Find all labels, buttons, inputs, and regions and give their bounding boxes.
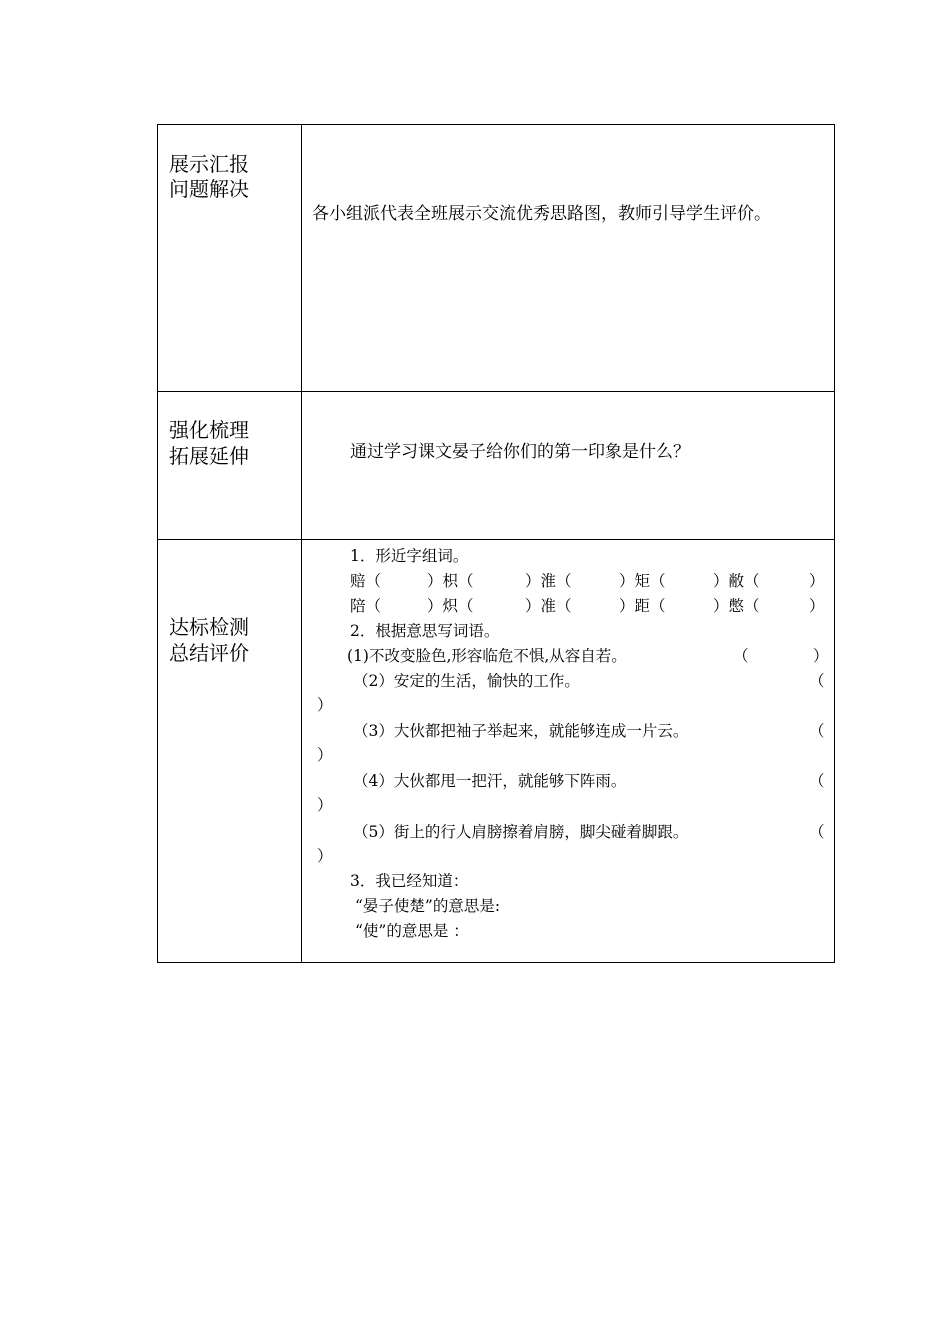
q2-paren-close: ） (317, 746, 333, 764)
q3-title: 3．我已经知道： (350, 872, 469, 890)
q2-paren-close: ） (317, 847, 333, 865)
row-label-line: 问题解决 (169, 177, 249, 201)
q2-paren-open: （ (809, 672, 825, 690)
q1-char: ）枳（ (427, 572, 474, 590)
q1-char: ）矩（ (619, 572, 666, 590)
q1-char: ）准（ (525, 597, 572, 615)
table-row (158, 125, 834, 391)
q1-char: ）淮（ (525, 572, 572, 590)
q1-char: ）炽（ (427, 597, 474, 615)
q3-line: “晏子使楚”的意思是: (355, 897, 501, 915)
q1-char: ）距（ (619, 597, 666, 615)
row-content (303, 392, 834, 539)
lesson-table (157, 124, 835, 963)
row-label (158, 125, 302, 391)
q2-paren-open: （ (809, 823, 825, 841)
q1-char: ）憋（ (713, 597, 760, 615)
q2-paren-open: （ (809, 722, 825, 740)
q1-title: 1．形近字组词。 (350, 547, 469, 565)
q2-paren-open: （ (809, 772, 825, 790)
row-label-line: 达标检测 (169, 615, 249, 639)
row-label-line: 拓展延伸 (169, 444, 249, 468)
row-label-line: 总结评价 (169, 641, 249, 665)
q2-title: 2．根据意思写词语。 (350, 622, 500, 640)
q2-item: （2）安定的生活，愉快的工作。 (353, 672, 580, 690)
q2-paren-close: ） (317, 696, 333, 714)
q1-char: ）敝（ (713, 572, 760, 590)
activity-text: 各小组派代表全班展示交流优秀思路图，教师引导学生评价。 (312, 204, 771, 224)
question-text: 通过学习课文晏子给你们的第一印象是什么？ (350, 442, 690, 462)
row-label (158, 392, 302, 539)
q2-item: （4）大伙都甩一把汗，就能够下阵雨。 (353, 772, 627, 790)
row-content (303, 540, 834, 962)
row-label (158, 540, 302, 962)
q3-line: “使”的意思是 ： (355, 922, 469, 940)
q2-paren-close: ） (813, 647, 829, 665)
q2-item: （5）街上的行人肩膀擦着肩膀，脚尖碰着脚跟。 (353, 823, 689, 841)
row-label-line: 展示汇报 (169, 152, 249, 176)
row-label-line: 强化梳理 (169, 418, 249, 442)
table-row (158, 391, 834, 539)
q2-paren-open: （ (733, 647, 749, 665)
q2-item: (1)不改变脸色,形容临危不惧,从容自若。 (347, 647, 627, 665)
q1-char: 赔（ (350, 572, 382, 590)
q2-paren-close: ） (317, 796, 333, 814)
q1-char: ） (809, 572, 825, 590)
q2-item: （3）大伙都把袖子举起来，就能够连成一片云。 (353, 722, 689, 740)
q1-char: 陪（ (350, 597, 382, 615)
q1-char: ） (809, 597, 825, 615)
row-content (303, 125, 834, 391)
table-row (158, 539, 834, 962)
